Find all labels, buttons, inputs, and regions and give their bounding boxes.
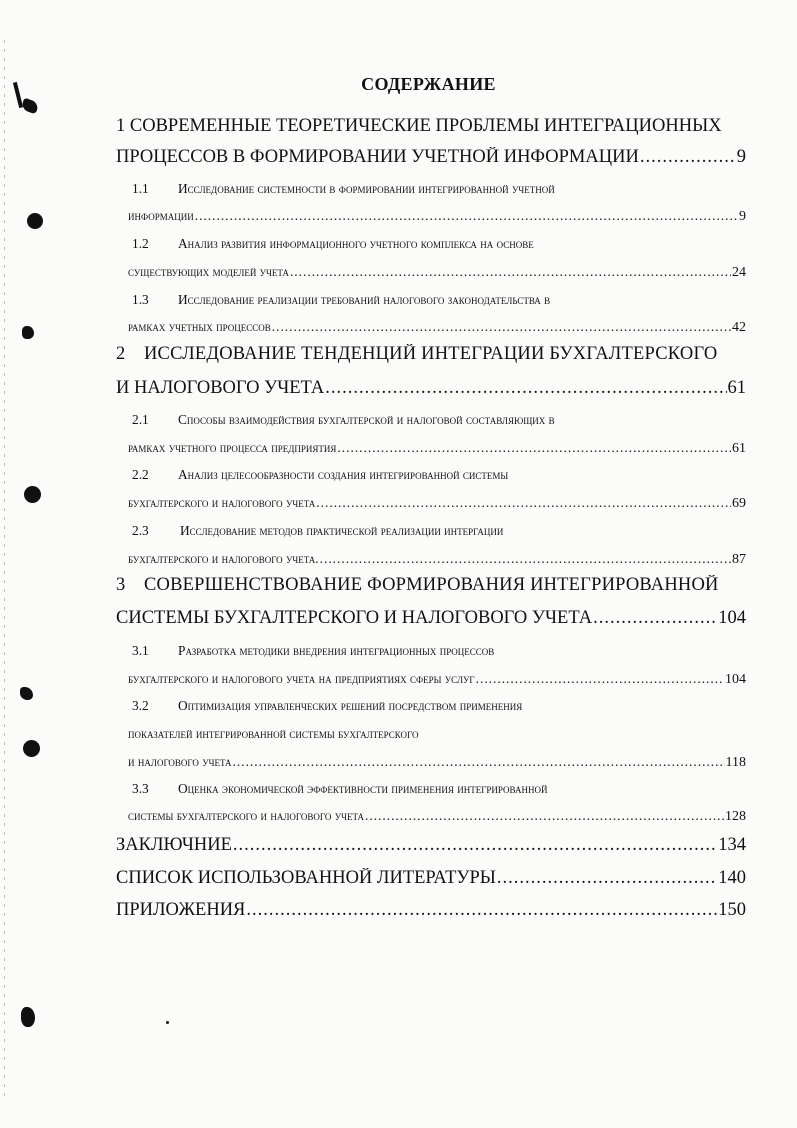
page-number: 104 xyxy=(718,608,746,628)
toc-entry-chapter-2 xyxy=(116,344,741,365)
toc-entry-references xyxy=(116,868,746,889)
toc-entry-section-2-3 xyxy=(132,523,742,539)
page-number: 9 xyxy=(736,147,746,167)
appendices-label: ПРИЛОЖЕНИЯ xyxy=(116,900,246,920)
section-title-line-1: Оптимизация управленческих решений посредством применения xyxy=(178,698,523,713)
toc-entry-section-3-2 xyxy=(132,698,742,714)
section-title-line-2: существующих моделей учета xyxy=(128,264,289,279)
toc-entry-section-2-2 xyxy=(132,467,742,483)
toc-entry-chapter-2-line-2 xyxy=(116,378,746,399)
scan-artifact-ink-mark xyxy=(20,687,33,700)
section-title-line-2: рамках учетного процесса предприятия xyxy=(128,440,337,455)
section-title-line-2: бухгалтерского и налогового учета xyxy=(128,495,316,510)
dot-leader xyxy=(246,900,717,921)
scan-edge-shadow xyxy=(4,40,5,1100)
binder-hole-mark xyxy=(23,740,40,757)
page-number: 61 xyxy=(727,378,746,398)
dot-leader xyxy=(272,319,731,335)
section-title-line-1: Анализ развития информационного учетного комплекса на основе xyxy=(178,236,534,251)
binder-hole-mark xyxy=(27,213,43,229)
toc-entry-section-1-1-line-2 xyxy=(128,208,746,225)
section-number: 1.1 xyxy=(132,181,149,196)
page-number: 87 xyxy=(732,552,746,567)
section-number: 2.1 xyxy=(132,412,149,427)
section-number: 3.3 xyxy=(132,781,149,796)
toc-entry-section-1-3 xyxy=(132,292,742,308)
chapter-2-title-line-2: И НАЛОГОВОГО УЧЕТА xyxy=(116,378,325,398)
section-number: 1.2 xyxy=(132,236,149,251)
chapter-1-title-line-1: 1 СОВРЕМЕННЫЕ ТЕОРЕТИЧЕСКИЕ ПРОБЛЕМЫ ИНТЕГРАЦИОННЫХ xyxy=(116,116,722,136)
page-number: 9 xyxy=(739,209,746,224)
page-number: 69 xyxy=(732,496,746,511)
page-number: 118 xyxy=(725,755,746,770)
dot-leader xyxy=(320,551,731,567)
section-title-line-1: Разработка методики внедрения интеграционных процессов xyxy=(178,643,495,658)
section-number: 2.2 xyxy=(132,467,149,482)
toc-entry-section-3-2-line-2 xyxy=(128,754,746,771)
page-number: 134 xyxy=(718,835,746,855)
chapter-number: 3 xyxy=(116,575,126,595)
dot-leader xyxy=(365,808,724,824)
toc-entry-section-3-2-line-1b xyxy=(128,726,746,742)
page-number: 150 xyxy=(718,900,746,920)
page-number: 104 xyxy=(725,672,746,687)
toc-entry-section-2-1-line-2 xyxy=(128,440,746,457)
chapter-3-title-line-2: СИСТЕМЫ БУХГАЛТЕРСКОГО И НАЛОГОВОГО УЧЕТА xyxy=(116,608,593,628)
toc-entry-section-2-1 xyxy=(132,412,742,428)
toc-title: СОДЕРЖАНИЕ xyxy=(361,74,496,94)
dot-leader xyxy=(290,264,731,280)
toc-entry-section-3-3-line-2 xyxy=(128,808,746,825)
toc-entry-section-3-3 xyxy=(132,781,742,797)
dot-leader xyxy=(593,608,717,629)
dot-leader xyxy=(476,671,724,687)
section-title-line-1: Оценка экономической эффективности применения интегрированной xyxy=(178,781,548,796)
page-number: 140 xyxy=(718,868,746,888)
scan-artifact-ink-mark xyxy=(21,1007,35,1027)
dot-leader xyxy=(233,835,717,856)
chapter-number: 2 xyxy=(116,344,126,364)
toc-entry-section-1-2-line-2 xyxy=(128,264,746,281)
toc-entry-section-3-1-line-2 xyxy=(128,671,746,688)
page-number: 42 xyxy=(732,320,746,335)
toc-entry-appendices xyxy=(116,900,746,921)
dot-leader xyxy=(316,495,731,511)
section-title-line-2: и налогового учета xyxy=(128,754,232,769)
section-title-line-1: Исследование методов практической реализации интергации xyxy=(180,523,504,538)
section-title-line-1: Исследование реализации требований налогового законодательства в xyxy=(178,292,551,307)
chapter-3-title-line-1: СОВЕРШЕНСТВОВАНИЕ ФОРМИРОВАНИЯ ИНТЕГРИРОВАННОЙ xyxy=(144,575,719,595)
section-number: 3.1 xyxy=(132,643,149,658)
conclusion-label: ЗАКЛЮЧНИЕ xyxy=(116,835,232,855)
section-title-line-2: системы бухгалтерского и налогового учета xyxy=(128,808,364,823)
toc-entry-section-2-3-line-2 xyxy=(128,551,746,568)
scan-artifact-speck xyxy=(166,1021,169,1024)
references-label: СПИСОК ИСПОЛЬЗОВАННОЙ ЛИТЕРАТУРЫ xyxy=(116,868,496,888)
dot-leader xyxy=(640,147,736,168)
section-title-line-1b: показателей интегрированной системы бухгалтерского xyxy=(128,726,419,741)
section-title-line-1: Анализ целесообразности создания интегрированной системы xyxy=(178,467,509,482)
page-number: 61 xyxy=(732,441,746,456)
toc-entry-chapter-3 xyxy=(116,575,741,596)
section-title-line-2: рамках учетных процессов xyxy=(128,319,271,334)
binder-hole-mark xyxy=(24,486,41,503)
chapter-1-title-line-2: ПРОЦЕССОВ В ФОРМИРОВАНИИ УЧЕТНОЙ ИНФОРМАЦИИ xyxy=(116,147,639,167)
page-number: 128 xyxy=(725,809,746,824)
toc-entry-section-3-1 xyxy=(132,643,742,659)
toc-entry-section-1-1 xyxy=(132,181,742,197)
toc-entry-chapter-3-line-2 xyxy=(116,608,746,629)
dot-leader xyxy=(497,868,717,889)
toc-entry-section-2-2-line-2 xyxy=(128,495,746,512)
toc-entry-conclusion xyxy=(116,835,746,856)
dot-leader xyxy=(195,208,738,224)
page-number: 24 xyxy=(732,265,746,280)
scan-artifact-ink-mark xyxy=(22,326,34,339)
section-title-line-1: Исследование системности в формировании интегрированной учетной xyxy=(178,181,555,196)
section-number: 2.3 xyxy=(132,523,149,538)
section-title-line-2: информации xyxy=(128,208,194,223)
toc-entry-chapter-1-line-2 xyxy=(116,147,746,168)
section-title-line-1: Способы взаимодействия бухгалтерской и налоговой составляющих в xyxy=(178,412,555,427)
dot-leader xyxy=(325,378,726,399)
toc-entry-chapter-1 xyxy=(116,116,738,137)
scan-artifact-ink-mark xyxy=(20,98,39,115)
section-title-line-2: бухгалтерского и налогового учета на предприятиях сферы услуг xyxy=(128,671,475,686)
dot-leader xyxy=(337,440,731,456)
section-title-line-2: бухгалтерского и налогового учета. xyxy=(128,551,319,566)
section-number: 3.2 xyxy=(132,698,149,713)
section-number: 1.3 xyxy=(132,292,149,307)
toc-entry-section-1-2 xyxy=(132,236,742,252)
dot-leader xyxy=(233,754,725,770)
toc-entry-section-1-3-line-2 xyxy=(128,319,746,336)
chapter-2-title-line-1: ИССЛЕДОВАНИЕ ТЕНДЕНЦИЙ ИНТЕГРАЦИИ БУХГАЛТЕРСКОГО xyxy=(144,344,718,364)
